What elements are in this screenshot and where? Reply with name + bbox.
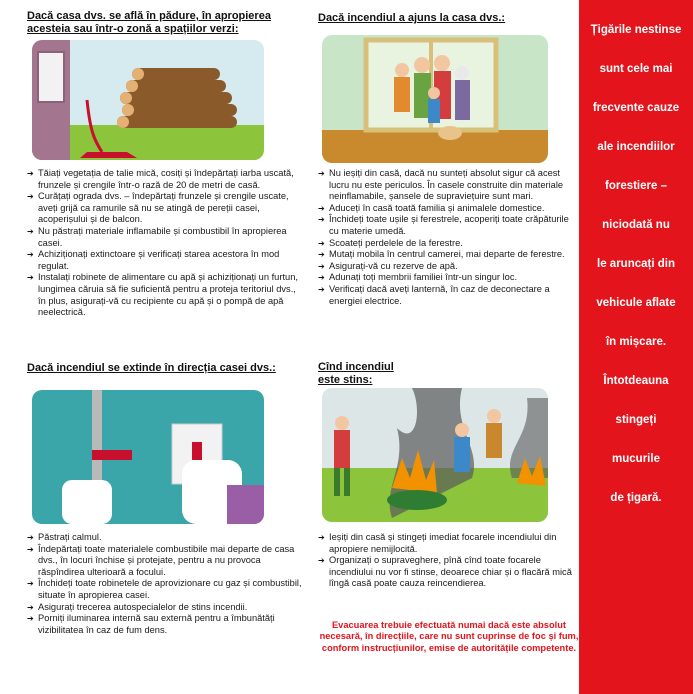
warning-line: stingeți [615,414,657,426]
list-item: ➔ Asigurați-vă cu rezerve de apă. [318,261,580,273]
list-item: ➔ Organizați o supraveghere, pînă cînd toate focarele incendiului nu vor fi stinse, deoarece chiar și o flacără mică lîngă casă poate cauza reincendierea. [318,555,580,590]
list-item: ➔ Mutați mobila în centrul camerei, mai departe de ferestre. [318,249,580,261]
warning-line: Întotdeauna [603,375,669,387]
list-item: ➔ Nu păstrați materiale inflamabile și combustibil în apropierea casei. [27,226,305,249]
list-item: ➔ Nu ieșiți din casă, dacă nu sunteți absolut sigur că acest lucru nu este periculos. În casele construite din materiale neinflamabile, șansele de supraviețuire sunt mari. [318,168,580,203]
bullet-list-forest [27,168,305,319]
warning-line: niciodată nu [602,219,670,231]
warning-line: Țigările nestinse [590,24,682,36]
illustration-extinguishing [322,388,548,522]
section-fire-reached-house [318,12,573,25]
warning-line: le aruncați din [597,258,675,270]
list-item: ➔ Porniți iluminarea internă sau externă pentru a îmbunătăți vizibilitatea în caz de fum dens. [27,613,305,636]
shutoff-illustration [32,390,264,524]
section-fire-extinguished [318,361,573,387]
section-heading: Dacă casa dvs. se află în pădure, în apropierea acesteia sau într-o zonă a spațiilor verzi: [27,10,271,35]
family-illustration [322,35,548,163]
section-heading: Cînd incendiul [318,361,394,373]
illustration-family-indoors [322,35,548,163]
woodpile-illustration [32,40,264,160]
evacuation-note: Evacuarea trebuie efectuată numai dacă este absolut necesară, în direcțiile, care nu sunt cuprinse de foc și fum, conform instrucțiunilor, emise de autoritățile competente. [319,620,579,653]
illustration-woodpile [32,40,264,160]
bullet-list-fire-extinguished [318,532,580,590]
list-item: ➔ Curățați ograda dvs. – îndepărtați frunzele și crengile uscate, aveți grijă ca ramurile să nu se atingă de pereții casei, acoperișului și de balcon. [27,191,305,226]
section-fire-approaching [27,362,297,375]
list-item: ➔ Închideți toate ușile și ferestrele, acoperiți toate crăpăturile cu materie umedă. [318,214,580,237]
list-item: ➔ Adunați toți membrii familiei într-un singur loc. [318,272,580,284]
warning-line: de țigară. [610,492,662,504]
bullet-list-fire-at-house [318,168,580,307]
list-item: ➔ Scoateți perdelele de la ferestre. [318,238,580,250]
fire-warning-panel [579,0,693,694]
warning-line: sunt cele mai [599,63,673,75]
list-item: ➔ Tăiați vegetația de talie mică, cosiți și îndepărtați iarba uscată, frunzele și crengile într-o rază de 20 de metri de casă. [27,168,305,191]
warning-line: mucurile [612,453,660,465]
list-item: ➔ Aduceți în casă toată familia și animalele domestice. [318,203,580,215]
list-item: ➔ Asigurați trecerea autospecialelor de stins incendii. [27,602,305,614]
list-item: ➔ Închideți toate robinetele de aprovizionare cu gaz și combustibil, situate în apropierea casei. [27,578,305,601]
section-heading: este stins: [318,374,373,386]
list-item: ➔ Îndepărtați toate materialele combustibile mai departe de casa dvs., în locuri închise și protejate, pentru a nu provoca răspîndirea ulterioară a focului. [27,544,305,579]
list-item: ➔ Ieșiți din casă și stingeți imediat focarele incendiului din apropiere nemijlocită. [318,532,580,555]
list-item: ➔ Păstrați calmul. [27,532,305,544]
section-heading: Dacă incendiul se extinde în direcția casei dvs.: [27,362,276,374]
illustration-shutoff [32,390,264,524]
bullet-list-fire-approaching [27,532,305,636]
section-house-in-forest [27,10,297,36]
warning-line: vehicule aflate [596,297,676,309]
extinguishing-illustration [322,388,548,522]
section-heading: Dacă incendiul a ajuns la casa dvs.: [318,12,506,24]
warning-line: frecvente cauze [592,102,680,114]
warning-line: forestiere – [604,180,667,192]
list-item: ➔ Instalați robinete de alimentare cu apă și achiziționați un furtun, lungimea căruia să fie suficientă pentru a proteja teritoriul dvs., în plus, asigurați-vă cu recipiente cu apă și o pompă de apă neelectrică. [27,272,305,318]
warning-line: ale incendiilor [597,141,675,153]
warning-line: în mișcare. [605,336,667,348]
list-item: ➔ Verificați dacă aveți lanternă, în caz de deconectare a energiei electrice. [318,284,580,307]
list-item: ➔ Achiziționați extinctoare și verificați starea acestora în mod regulat. [27,249,305,272]
